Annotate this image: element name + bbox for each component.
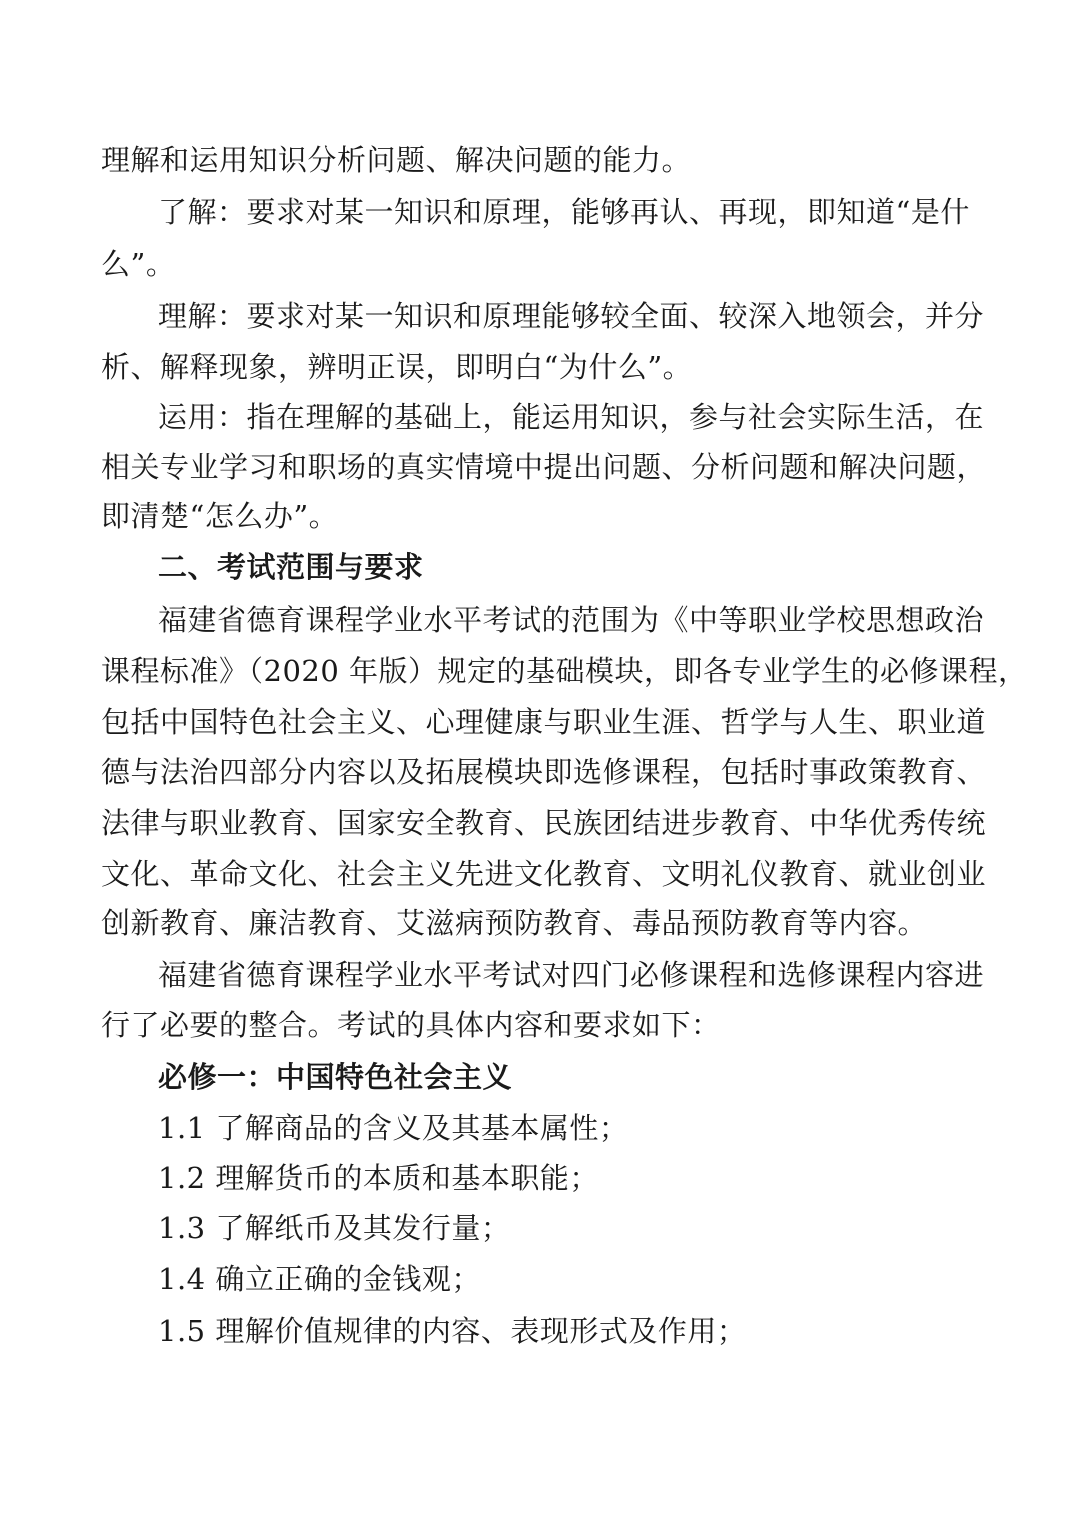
scope-line-5: 法律与职业教育、国家安全教育、民族团结进步教育、中华优秀传统 — [101, 806, 987, 840]
item-1-2: 1.2 理解货币的本质和基本职能； — [158, 1161, 599, 1195]
understand-basic-line-2: 么”。 — [101, 247, 176, 281]
item-1-5: 1.5 理解价值规律的内容、表现形式及作用； — [158, 1314, 747, 1348]
scope-line-3: 包括中国特色社会主义、心理健康与职业生涯、哲学与人生、职业道 — [101, 705, 987, 739]
scope-line-6: 文化、革命文化、社会主义先进文化教育、文明礼仪教育、就业创业 — [101, 857, 987, 891]
apply-line-1: 运用：指在理解的基础上，能运用知识，参与社会实际生活，在 — [158, 400, 985, 434]
apply-line-2: 相关专业学习和职场的真实情境中提出问题、分析问题和解决问题， — [101, 450, 987, 484]
item-1-1: 1.1 了解商品的含义及其基本属性； — [158, 1111, 629, 1145]
understand-basic-line-1: 了解：要求对某一知识和原理，能够再认、再现，即知道“是什 — [158, 195, 970, 229]
apply-line-3: 即清楚“怎么办”。 — [101, 499, 339, 533]
comprehend-line-1: 理解：要求对某一知识和原理能够较全面、较深入地领会，并分 — [158, 299, 985, 333]
integration-line-2: 行了必要的整合。考试的具体内容和要求如下： — [101, 1008, 721, 1042]
item-1-3: 1.3 了解纸币及其发行量； — [158, 1211, 511, 1245]
comprehend-line-2: 析、解释现象，辨明正误，即明白“为什么”。 — [101, 350, 693, 384]
scope-line-1: 福建省德育课程学业水平考试的范围为《中等职业学校思想政治 — [158, 603, 985, 637]
scope-line-4: 德与法治四部分内容以及拓展模块即选修课程，包括时事政策教育、 — [101, 755, 987, 789]
scope-line-7: 创新教育、廉洁教育、艾滋病预防教育、毒品预防教育等内容。 — [101, 906, 928, 940]
scope-line-2: 课程标准》（2020 年版）规定的基础模块，即各专业学生的必修课程， — [101, 654, 1028, 688]
intro-line-1: 理解和运用知识分析问题、解决问题的能力。 — [101, 143, 692, 177]
section-heading: 二、考试范围与要求 — [158, 550, 424, 584]
integration-line-1: 福建省德育课程学业水平考试对四门必修课程和选修课程内容进 — [158, 958, 985, 992]
module-heading: 必修一：中国特色社会主义 — [158, 1060, 513, 1094]
item-1-4: 1.4 确立正确的金钱观； — [158, 1262, 481, 1296]
